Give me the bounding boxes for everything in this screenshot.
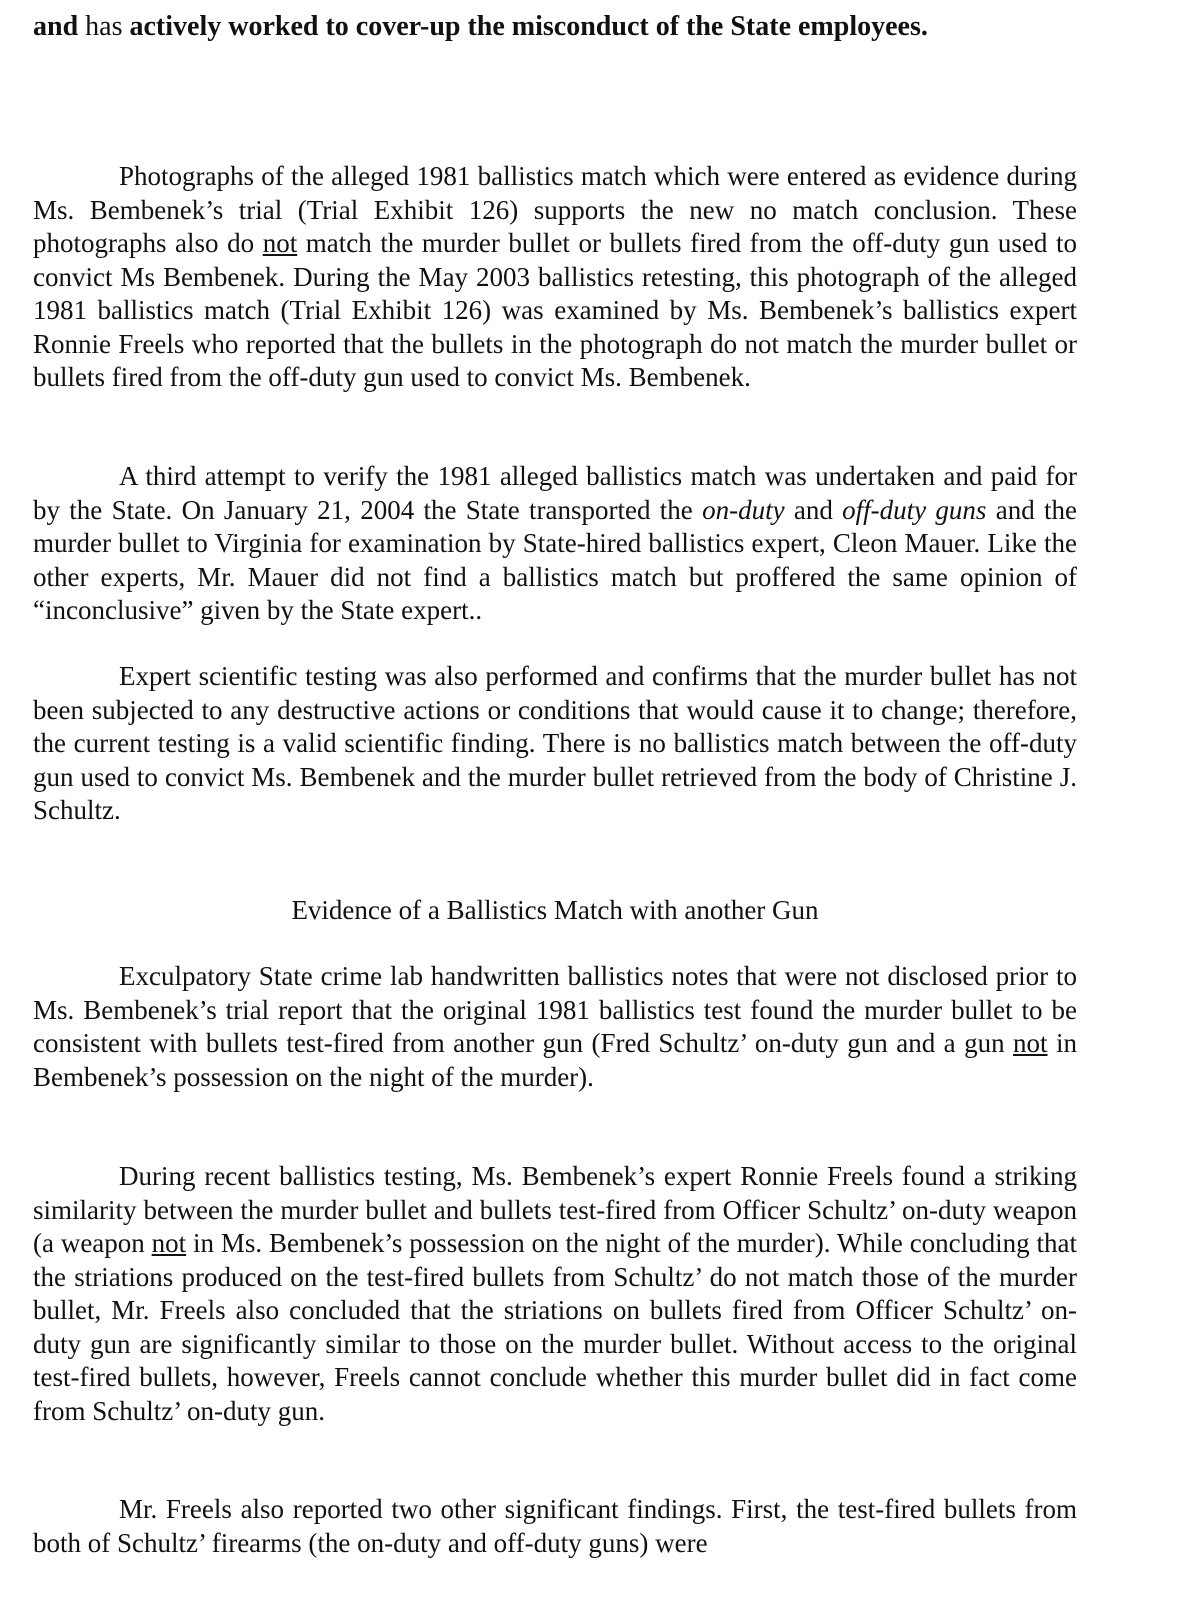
paragraph-photographs — [33, 160, 1077, 395]
underlined-not: not — [1013, 1028, 1048, 1058]
paragraph-third-attempt-text-1: A third attempt to verify the 1981 alleged ballistics match was undertaken and paid for by the State. On January 21, 2004 the State transported the — [33, 461, 1077, 525]
paragraph-third-attempt — [33, 460, 1077, 628]
paragraph-third-attempt-text-3: and the murder bullet to Virginia for examination by State-hired ballistics expert, Cleon Mauer. Like the other experts, Mr. Mauer did not find a ballistics match but proffered the same opinion of “inconclusive” given by the State expert.. — [33, 494, 1077, 625]
underlined-not: not — [262, 228, 298, 258]
intro-plain-text: has — [78, 11, 130, 42]
paragraph-exculpatory-notes — [33, 960, 1077, 1094]
italic-off-duty-guns: off-duty guns — [842, 494, 987, 525]
intro-paragraph — [33, 10, 1077, 44]
paragraph-exculpatory-text-2: in Bembenek’s possession on the night of the murder). — [33, 1028, 1077, 1092]
italic-on-duty: on-duty — [702, 494, 785, 525]
paragraph-other-findings: Mr. Freels also reported two other significant findings. First, the test-fired bullets from both of Schultz’ firearms (the on-duty and off-duty guns) were — [33, 1494, 1077, 1558]
paragraph-exculpatory-text-1: Exculpatory State crime lab handwritten ballistics notes that were not disclosed prior to Ms. Bembenek’s trial report that the original 1981 ballistics test found the murder bullet to be consistent with bullets test-fired from another gun (Fred Schultz’ on-duty gun and a gun — [33, 961, 1077, 1058]
intro-bold-lead: and — [33, 11, 79, 42]
paragraph-recent-testing — [33, 1160, 1077, 1428]
paragraph-third-attempt-text-2: and — [784, 494, 843, 525]
intro-bold-text: actively worked to cover-up the misconduct of the State employees. — [129, 11, 928, 42]
paragraph-expert-testing: Expert scientific testing was also performed and confirms that the murder bullet has not been subjected to any destructive actions or conditions that would cause it to change; therefore, the current testing is a valid scientific finding. There is no ballistics match between the off-duty gun used to convict Ms. Bembenek and the murder bullet retrieved from the body of Christine J. Schultz. — [33, 661, 1077, 825]
section-heading: Evidence of a Ballistics Match with another Gun — [291, 895, 819, 925]
paragraph-photographs-text-1: Photographs of the alleged 1981 ballistics match which were entered as evidence during Ms. Bembenek’s trial (Trial Exhibit 126) supports the new no match conclusion. These photographs also do — [33, 161, 1077, 258]
paragraph-recent-testing-text-1: During recent ballistics testing, Ms. Bembenek’s expert Ronnie Freels found a striking similarity between the murder bullet and bullets test-fired from Officer Schultz’ on-duty weapon (a weapon — [33, 1161, 1077, 1258]
paragraph-photographs-text-2: match the murder bullet or bullets fired from the off-duty gun used to convict Ms Bembenek. During the May 2003 ballistics retesting, this photograph of the alleged 1981 ballistics match (Trial Exhibit 126) was examined by Ms. Bembenek’s ballistics expert Ronnie Freels who reported that the bullets in the photograph do not match the murder bullet or bullets fired from the off-duty gun used to convict Ms. Bembenek. — [33, 228, 1077, 392]
paragraph-recent-testing-text-2: in Ms. Bembenek’s possession on the night of the murder). While concluding that the striations produced on the test-fired bullets from Schultz’ do not match those of the murder bullet, Mr. Freels also concluded that the striations on bullets fired from Officer Schultz’ on-duty gun are significantly similar to those on the murder bullet. Without access to the original test-fired bullets, however, Freels cannot conclude whether this murder bullet did in fact come from Schultz’ on-duty gun. — [33, 1228, 1077, 1426]
underlined-not: not — [151, 1228, 187, 1258]
